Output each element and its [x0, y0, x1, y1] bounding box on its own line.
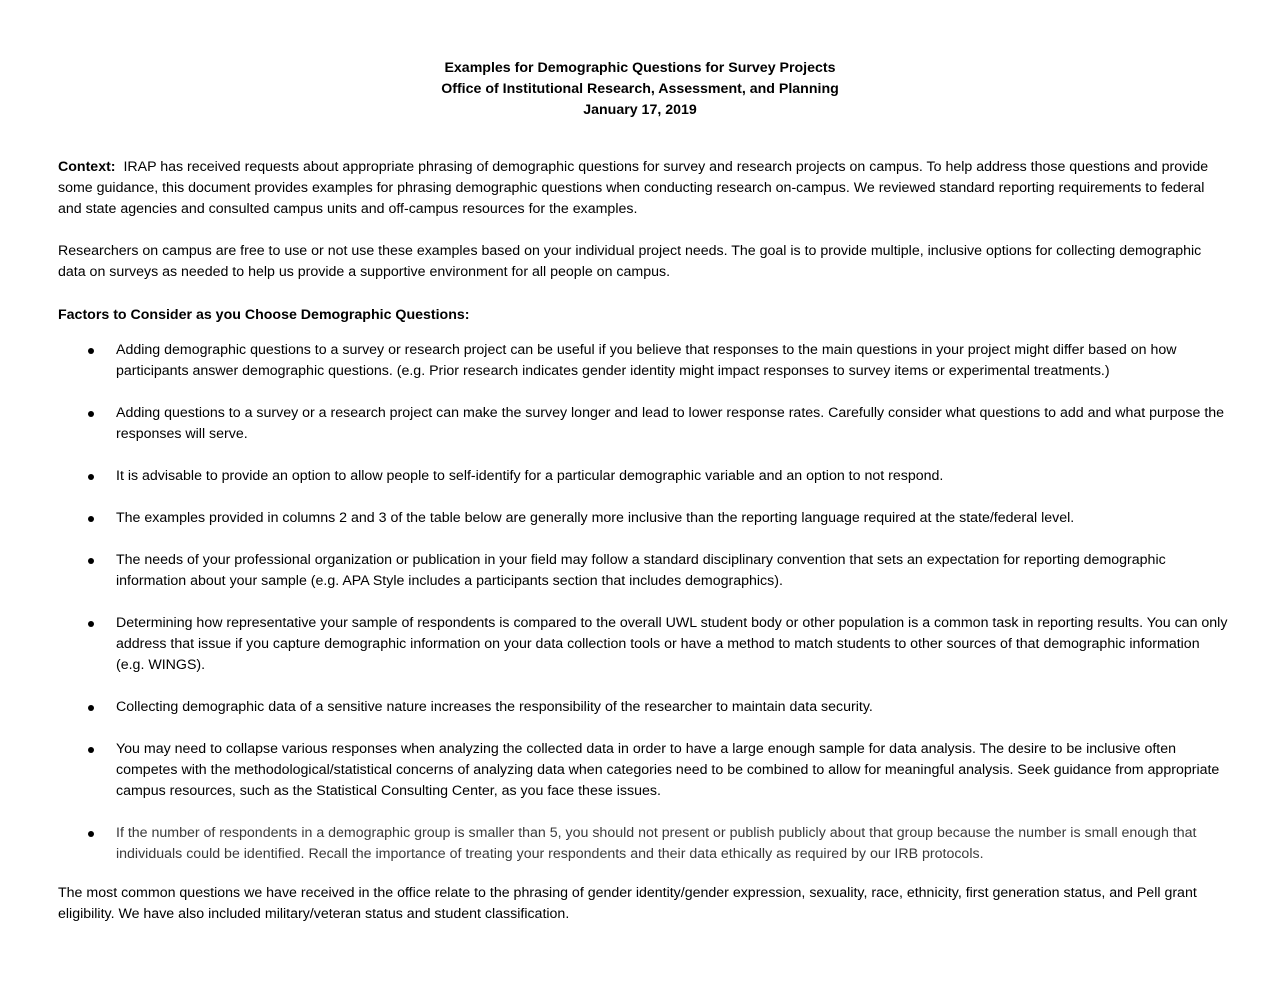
- researchers-paragraph: Researchers on campus are free to use or not use these examples based on your individual project needs. The goal is to provide multiple, inclusive options for collecting demographic data on surveys as needed to help us provide a supportive environment for all people on campus.: [58, 243, 1202, 280]
- list-item-text: You may need to collapse various responses when analyzing the collected data in order to have a large enough sample for data analysis. The desire to be inclusive often competes with the methodological/statistical concerns of analyzing data when categories need to be combined to allow for meaningful analysis. Seek guidance from appropriate campus resources, such as the Statistical Consulting Center, as you face these issues.: [116, 741, 1220, 799]
- list-item: [0, 739, 1280, 802]
- factors-list: [0, 340, 1280, 886]
- bullet-icon: [88, 621, 94, 627]
- bullet-icon: [88, 474, 94, 480]
- list-item-text: Adding questions to a survey or a research project can make the survey longer and lead to lower response rates. Carefully consider what questions to add and what purpose the responses will serve.: [116, 405, 1225, 442]
- list-item-text: Determining how representative your sample of respondents is compared to the overall UWL student body or other population is a common task in reporting results. You can only address that issue if you capture demographic information on your data collection tools or have a method to match students to other sources of that demographic information (e.g. WINGS).: [116, 615, 1228, 673]
- closing-paragraph: The most common questions we have received in the office relate to the phrasing of gender identity/gender expression, sexuality, race, ethnicity, first generation status, and Pell grant eligibility. We have also included military/veteran status and student classification.: [58, 885, 1197, 922]
- list-item-text: If the number of respondents in a demographic group is smaller than 5, you should not present or publish publicly about that group because the number is small enough that individuals could be identified. Recall the importance of treating your respondents and their data ethically as required by our IRB protocols.: [116, 825, 1197, 862]
- document-date: January 17, 2019: [583, 102, 697, 118]
- list-item: [0, 466, 1280, 487]
- bullet-icon: [88, 516, 94, 522]
- list-item: [0, 823, 1280, 865]
- list-item: [0, 508, 1280, 529]
- bullet-icon: [88, 705, 94, 711]
- factors-heading: Factors to Consider as you Choose Demographic Questions:: [58, 307, 470, 323]
- document-title: Examples for Demographic Questions for Survey Projects: [444, 60, 836, 76]
- context-text: IRAP has received requests about appropriate phrasing of demographic questions for survey and research projects on campus. To help address those questions and provide some guidance, this document provides examples for phrasing demographic questions when conducting research on-campus. We reviewed standard reporting requirements to federal and state agencies and consulted campus units and off-campus resources for the examples.: [58, 159, 1209, 217]
- list-item-text: The examples provided in columns 2 and 3 of the table below are generally more inclusive than the reporting language required at the state/federal level.: [116, 510, 1075, 526]
- context-label: Context:: [58, 159, 116, 175]
- bullet-icon: [88, 411, 94, 417]
- list-item: [0, 403, 1280, 445]
- list-item: [0, 613, 1280, 676]
- list-item: [0, 697, 1280, 718]
- list-item-text: Collecting demographic data of a sensitive nature increases the responsibility of the researcher to maintain data security.: [116, 699, 873, 715]
- list-item-text: It is advisable to provide an option to allow people to self-identify for a particular demographic variable and an option to not respond.: [116, 468, 944, 484]
- bullet-icon: [88, 831, 94, 837]
- list-item: [0, 340, 1280, 382]
- bullet-icon: [88, 747, 94, 753]
- list-item-text: Adding demographic questions to a survey or research project can be useful if you believe that responses to the main questions in your project might differ based on how participants answer demographic questions. (e.g. Prior research indicates gender identity might impact responses to survey items or experimental treatments.): [116, 342, 1177, 379]
- office-name: Office of Institutional Research, Assessment, and Planning: [441, 81, 839, 97]
- context-paragraph: [58, 157, 1228, 220]
- bullet-icon: [88, 558, 94, 564]
- list-item: [0, 550, 1280, 592]
- list-item-text: The needs of your professional organization or publication in your field may follow a standard disciplinary convention that sets an expectation for reporting demographic information about your sample (e.g. APA Style includes a participants section that includes demographics).: [116, 552, 1166, 589]
- document-header: [0, 58, 1280, 121]
- bullet-icon: [88, 348, 94, 354]
